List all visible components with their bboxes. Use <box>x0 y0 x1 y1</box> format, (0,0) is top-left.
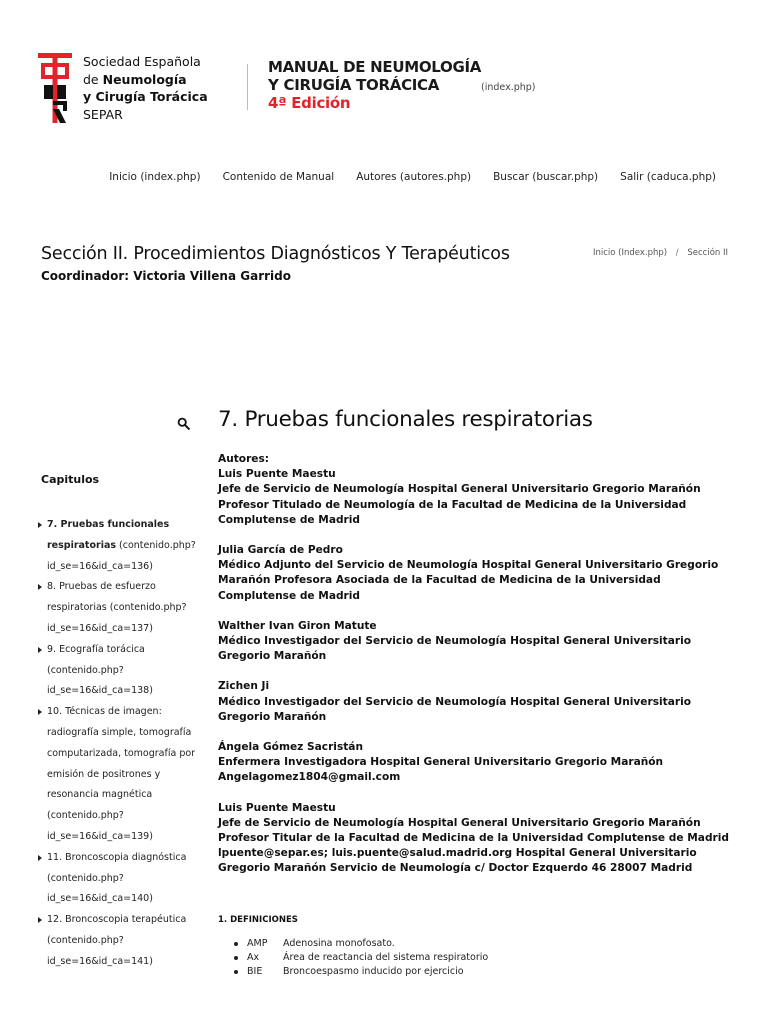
nav-autores[interactable]: Autores (autores.php) <box>356 171 472 183</box>
chapter-item[interactable] <box>37 640 205 702</box>
manual-title[interactable] <box>268 58 481 112</box>
nav-salir[interactable]: Salir (caduca.php) <box>620 171 716 183</box>
chapter-link <box>47 519 196 572</box>
chapter-item[interactable] <box>37 515 205 577</box>
authors-label: Autores: <box>218 453 270 465</box>
definition-abbr: Ax <box>247 952 260 963</box>
author-entry <box>218 619 730 665</box>
breadcrumb <box>593 248 728 258</box>
chapter-url[interactable]: (contenido.php?id_se=16&id_ca=136) <box>47 539 196 572</box>
definitions-list <box>232 937 488 979</box>
chapter-item[interactable] <box>37 910 205 972</box>
chapter-title[interactable]: 8. Pruebas de esfuerzo respiratorias <box>47 581 156 614</box>
section-title: Sección II. Procedimientos Diagnósticos Y Terapéuticos <box>41 244 510 264</box>
author-affiliation: Jefe de Servicio de Neumología Hospital General Universitario Gregorio Marañón Profesor Titulado de Neumología de la Facultad de Medicina de la Universidad Complutense de Madrid <box>218 483 701 526</box>
society-line-3: y Cirugía Torácica <box>83 89 208 104</box>
author-entry <box>218 801 730 877</box>
manual-title-line-1: MANUAL DE NEUMOLOGÍA <box>268 58 482 76</box>
chapter-title[interactable]: 12. Broncoscopia terapéutica <box>47 914 187 926</box>
chapter-item[interactable] <box>37 577 205 639</box>
author-name: Julia García de Pedro <box>218 544 343 557</box>
chapter-title[interactable]: 9. Ecografía torácica <box>47 643 145 655</box>
chapter-url[interactable]: (contenido.php?id_se=16&id_ca=138) <box>47 664 153 697</box>
nav-buscar[interactable]: Buscar (buscar.php) <box>493 171 599 183</box>
author-affiliation: Médico Adjunto del Servicio de Neumología Hospital General Universitario Gregorio Marañón Profesora Asociada de la Facultad de Medicina de la Universidad Complutense de Madrid <box>218 559 719 602</box>
chapter-url[interactable]: (contenido.php?id_se=16&id_ca=137) <box>47 602 187 634</box>
author-affiliation: Médico Investigador del Servicio de Neumología Hospital General Universitario Gregorio Marañón <box>218 635 692 663</box>
author-entry <box>218 467 730 528</box>
definitions-heading: 1. DEFINICIONES <box>218 915 298 925</box>
authors-block <box>218 452 730 892</box>
society-line-2 <box>83 71 208 89</box>
definition-item <box>232 951 488 965</box>
chapter-link <box>47 644 153 697</box>
author-affiliation: Médico Investigador del Servicio de Neumología Hospital General Universitario Gregorio Marañón <box>218 695 692 723</box>
chapters-heading: Capitulos <box>41 473 100 486</box>
chapter-url[interactable]: (contenido.php?id_se=16&id_ca=139) <box>47 810 153 842</box>
chapter-item[interactable] <box>37 702 205 848</box>
breadcrumb-home[interactable]: Inicio (Index.php) <box>592 248 668 258</box>
definition-item <box>232 965 488 979</box>
society-line-4: SEPAR <box>83 106 123 122</box>
author-entry <box>218 740 730 786</box>
definition-meaning: Broncoespasmo inducido por ejercicio <box>283 966 464 977</box>
search-icon[interactable] <box>177 417 190 430</box>
definition-abbr: BIE <box>247 966 263 977</box>
author-affiliation: Enfermera Investigadora Hospital General Universitario Gregorio Marañón Angelagomez1804@gmail.com <box>218 756 664 784</box>
author-name: Walther Ivan Giron Matute <box>218 619 377 632</box>
manual-home-link[interactable]: (index.php) <box>481 82 536 93</box>
chapter-title[interactable]: 10. Técnicas de imagen: radiografía simple, tomografía computarizada, tomografía por emisión de positrones y resonancia magnética <box>47 706 196 801</box>
chapter-url[interactable]: (contenido.php?id_se=16&id_ca=141) <box>47 934 153 967</box>
manual-edition: 4ª Edición <box>268 94 351 112</box>
separ-logo[interactable] <box>38 53 72 123</box>
manual-title-line-2: Y CIRUGÍA TORÁCICA <box>268 76 440 94</box>
author-name: Luis Puente Maestu <box>218 468 336 481</box>
breadcrumb-current: Sección II <box>687 248 728 258</box>
chapter-list <box>37 515 205 973</box>
definition-item <box>232 937 488 951</box>
section-coordinator: Coordinador: Victoria Villena Garrido <box>41 269 291 283</box>
author-entry <box>218 543 730 604</box>
breadcrumb-separator: / <box>675 248 679 258</box>
author-name: Luis Puente Maestu <box>218 801 336 814</box>
page-title: 7. Pruebas funcionales respiratorias <box>218 407 593 432</box>
author-affiliation: Jefe de Servicio de Neumología Hospital General Universitario Gregorio Marañón Profesor Titular de la Facultad de Medicina de la Universidad Complutense de Madrid lpuente@separ.es; luis.puente@salud.madrid.org Hospital General Universitario Gregorio Marañón Servicio de Neumología c/ Doctor Ezquerdo 46 28007 Madrid <box>218 816 729 875</box>
society-line-1: Sociedad Española <box>83 54 201 69</box>
author-entry <box>218 679 730 725</box>
definition-abbr: AMP <box>247 938 268 949</box>
author-name: Zichen Ji <box>218 680 270 693</box>
nav-inicio[interactable]: Inicio (index.php) <box>109 171 201 183</box>
chapter-link <box>47 852 186 905</box>
main-nav <box>109 171 716 183</box>
chapter-link <box>47 706 195 842</box>
society-line-2-prefix: de <box>83 71 103 87</box>
definition-meaning: Área de reactancia del sistema respiratorio <box>283 952 489 963</box>
society-line-2-bold: Neumología <box>102 71 187 87</box>
definition-meaning: Adenosina monofosato. <box>283 938 395 949</box>
author-name: Ángela Gómez Sacristán <box>218 741 364 754</box>
header-divider <box>247 64 248 110</box>
chapter-link <box>47 914 186 967</box>
chapter-url[interactable]: (contenido.php?id_se=16&id_ca=140) <box>47 872 153 905</box>
chapter-item[interactable] <box>37 848 205 910</box>
nav-contenido[interactable]: Contenido de Manual <box>222 171 335 183</box>
chapter-title[interactable]: 11. Broncoscopia diagnóstica <box>47 851 187 863</box>
chapter-title[interactable]: 7. Pruebas funcionales respiratorias <box>47 519 170 551</box>
chapter-link <box>47 581 187 634</box>
society-name <box>83 53 208 123</box>
